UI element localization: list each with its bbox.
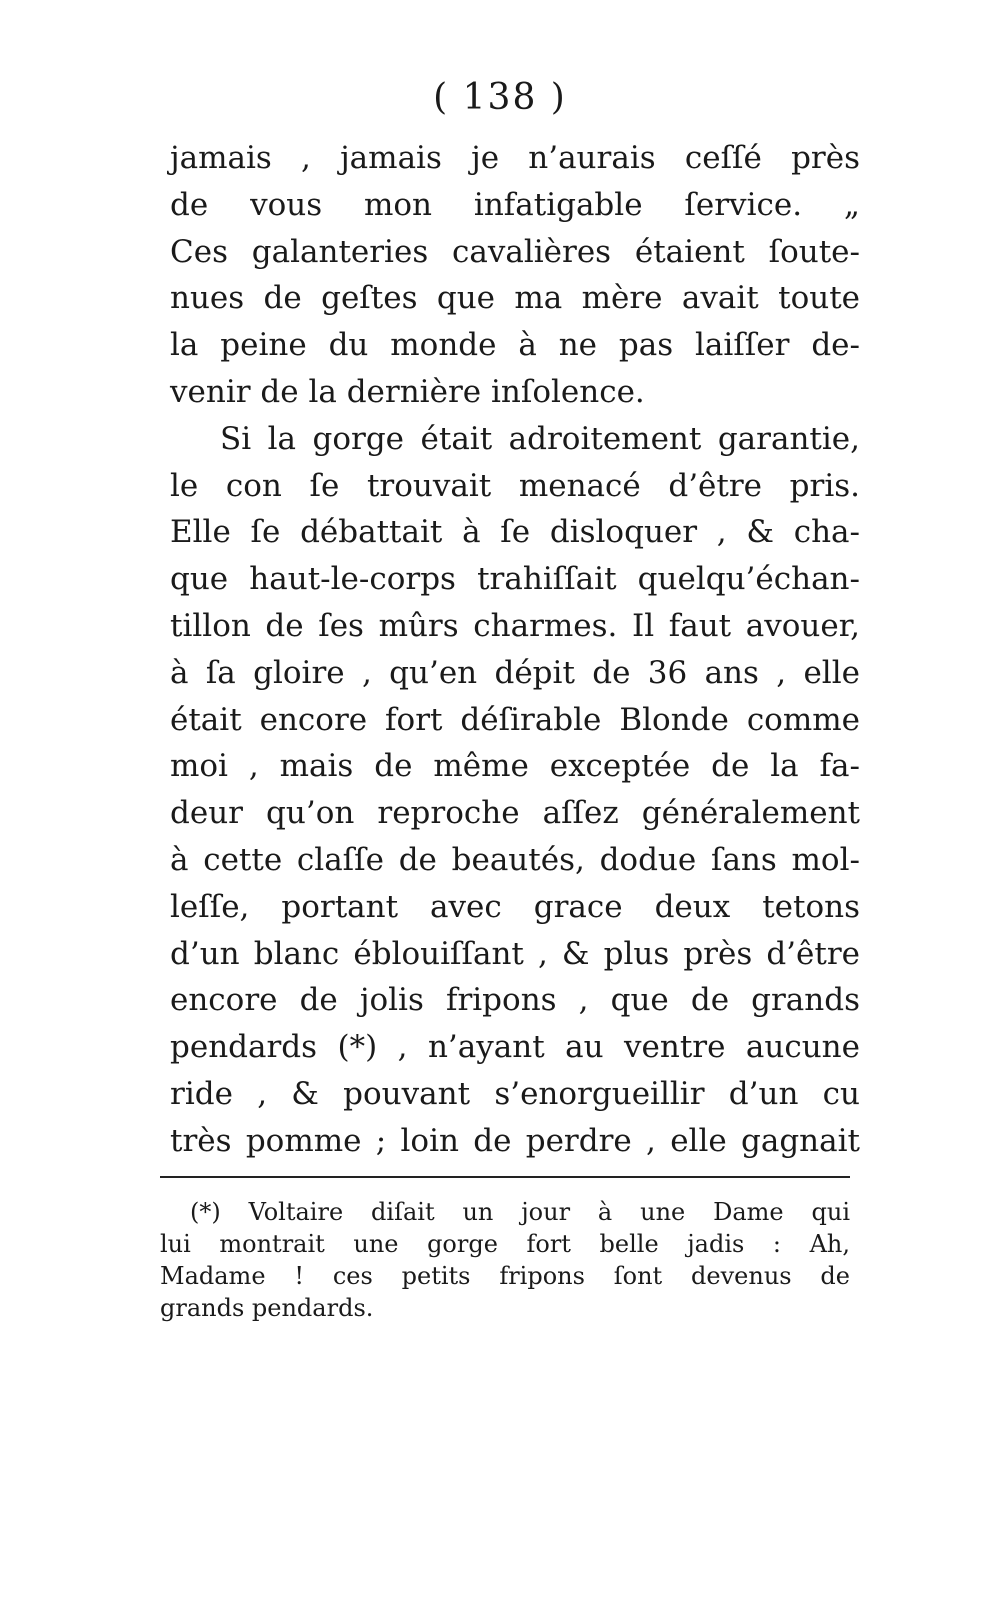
text-line: le con ſe trouvait menacé d’être pris. bbox=[170, 467, 860, 504]
footnote-line: (*) Voltaire diſait un jour à une Dame qui bbox=[190, 1198, 850, 1226]
page-number: ( 138 ) bbox=[433, 77, 567, 118]
footnote-line: lui montrait une gorge fort belle jadis : Ah, bbox=[160, 1230, 850, 1258]
text-line: deur qu’on reproche aſſez généralement bbox=[170, 795, 860, 832]
text-line: la peine du monde à ne pas laiſſer de- bbox=[170, 327, 860, 364]
text-line: encore de jolis fripons , que de grands bbox=[170, 982, 860, 1019]
text-line: moi , mais de même exceptée de la fa- bbox=[170, 748, 860, 785]
text-line: jamais , jamais je n’aurais ceſſé près bbox=[170, 140, 860, 176]
body-text bbox=[170, 135, 860, 1165]
footnote-line: Madame ! ces petits fripons ſont devenus de bbox=[160, 1262, 850, 1290]
text-line: très pomme ; loin de perdre , elle gagnait bbox=[170, 1122, 860, 1159]
text-line: leſſe, portant avec grace deux tetons bbox=[170, 888, 860, 925]
text-line: était encore fort déſirable Blonde comme bbox=[170, 701, 860, 738]
text-line: à ſa gloire , qu’en dépit de 36 ans , elle bbox=[170, 654, 860, 691]
text-line: Si la gorge était adroitement garantie, bbox=[220, 420, 860, 457]
text-line: que haut-le-corps trahiſſait quelqu’échan- bbox=[170, 561, 860, 598]
text-line: Elle ſe débattait à ſe disloquer , & cha- bbox=[170, 514, 860, 551]
text-line: à cette claſſe de beautés, dodue ſans mol- bbox=[170, 841, 860, 878]
text-line: pendards (*) , n’ayant au ventre aucune bbox=[170, 1029, 860, 1066]
text-line: ride , & pouvant s’enorgueillir d’un cu bbox=[170, 1075, 860, 1112]
text-line: venir de la dernière inſolence. bbox=[170, 373, 645, 410]
footnote-line: grands pendards. bbox=[160, 1294, 374, 1322]
footnote-divider bbox=[160, 1176, 850, 1178]
footnote bbox=[160, 1196, 850, 1324]
text-line: Ces galanteries cavalières étaient ſoute- bbox=[170, 233, 860, 270]
text-line: nues de geſtes que ma mère avait toute bbox=[170, 280, 860, 317]
text-line: tillon de ſes mûrs charmes. Il faut avouer, bbox=[170, 607, 860, 644]
text-line: de vous mon infatigable ſervice. „ bbox=[170, 186, 860, 223]
text-line: d’un blanc éblouiſſant , & plus près d’être bbox=[170, 935, 860, 972]
